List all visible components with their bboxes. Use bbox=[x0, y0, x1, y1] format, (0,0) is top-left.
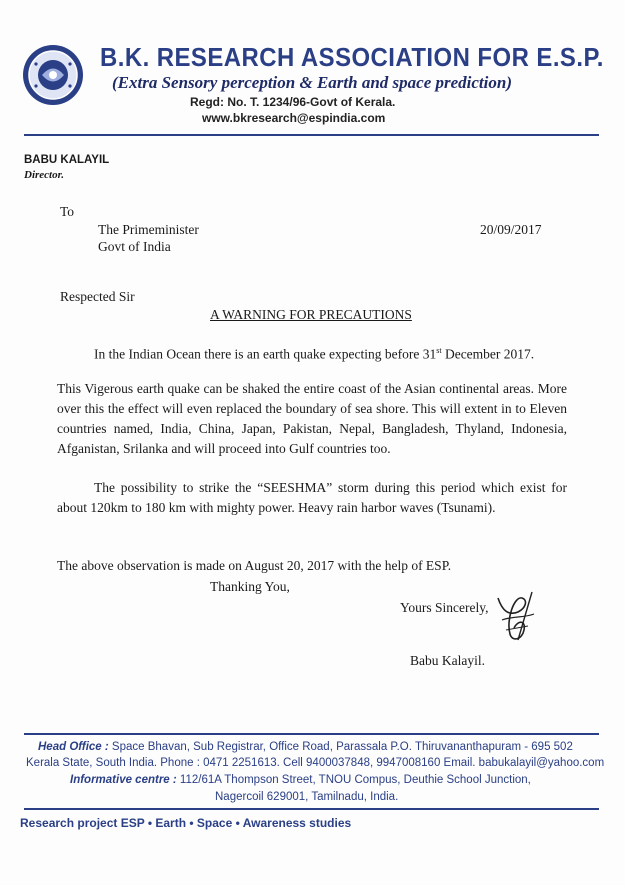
informative-centre-label: Informative centre : bbox=[70, 774, 177, 786]
salutation: Respected Sir bbox=[60, 289, 135, 304]
organization-name: B.K. RESEARCH ASSOCIATION FOR E.S.P. bbox=[100, 42, 604, 72]
recipient-line-2: Govt of India bbox=[98, 239, 171, 254]
to-label: To bbox=[60, 204, 75, 219]
organization-subtitle: (Extra Sensory perception & Earth and space prediction) bbox=[112, 73, 512, 92]
body-paragraph-3: The possibility to strike the “SEESHMA” storm during this period which exist for about 120km to 180 km with mighty power. Heavy rain harbor waves (Tsunami). bbox=[57, 480, 567, 515]
body-paragraph-4: The above observation is made on August 20, 2017 with the help of ESP. bbox=[57, 558, 452, 573]
footer-divider-top bbox=[24, 733, 599, 735]
paragraph-1-end: December 2017. bbox=[441, 346, 535, 362]
signatory-name: Babu Kalayil. bbox=[410, 653, 485, 668]
letter-date: 20/09/2017 bbox=[480, 222, 542, 237]
closing-thanks: Thanking You, bbox=[210, 579, 290, 594]
recipient-line-1: The Primeminister bbox=[98, 222, 199, 237]
closing-yours-sincerely: Yours Sincerely, bbox=[400, 600, 489, 615]
footer-tagline: Research project ESP • Earth • Space • Awareness studies bbox=[20, 816, 352, 830]
head-office-label: Head Office : bbox=[38, 741, 109, 753]
head-office-address: Space Bhavan, Sub Registrar, Office Road, Parassala P.O. Thiruvananthapuram - 695 502 bbox=[108, 741, 573, 753]
ordinal-suffix: st bbox=[436, 346, 442, 355]
letter-subject: A WARNING FOR PRECAUTIONS bbox=[210, 307, 412, 322]
footer-head-office bbox=[38, 741, 573, 753]
body-paragraph-2: This Vigerous earth quake can be shaked the entire coast of the Asian continental areas. More over this the effect will even replaced the boundary of sea shore. This will extent in to Eleven countries named, India, China, Japan, Pakistan, Nepal, Bangladesh, Thyland, Indonesia, Afganistan, Srilanka and will proceed into Gulf countries too. bbox=[57, 381, 567, 456]
footer-divider-bottom bbox=[24, 808, 599, 810]
footer-informative-centre bbox=[70, 774, 531, 786]
paragraph-1-text: In the Indian Ocean there is an earth quake expecting before 31 bbox=[94, 346, 437, 362]
body-paragraph-1 bbox=[57, 341, 567, 365]
sender-name: BABU KALAYIL bbox=[24, 154, 110, 166]
sender-title: Director. bbox=[24, 169, 65, 181]
header-divider bbox=[24, 134, 599, 136]
informative-centre-address: 112/61A Thompson Street, TNOU Compus, Deuthie School Junction, bbox=[176, 774, 531, 786]
footer-nagercoil-address: Nagercoil 629001, Tamilnadu, India. bbox=[215, 791, 399, 803]
association-seal-logo bbox=[22, 44, 84, 106]
registration-number: Regd: No. T. 1234/96-Govt of Kerala. bbox=[190, 95, 396, 109]
footer-contact-line: Kerala State, South India. Phone : 0471 2251613. Cell 9400037848, 9947008160 Email. babukalayil@yahoo.com bbox=[26, 757, 605, 769]
handwritten-signature bbox=[488, 590, 546, 648]
website-link[interactable]: www.bkresearch@espindia.com bbox=[202, 111, 386, 125]
